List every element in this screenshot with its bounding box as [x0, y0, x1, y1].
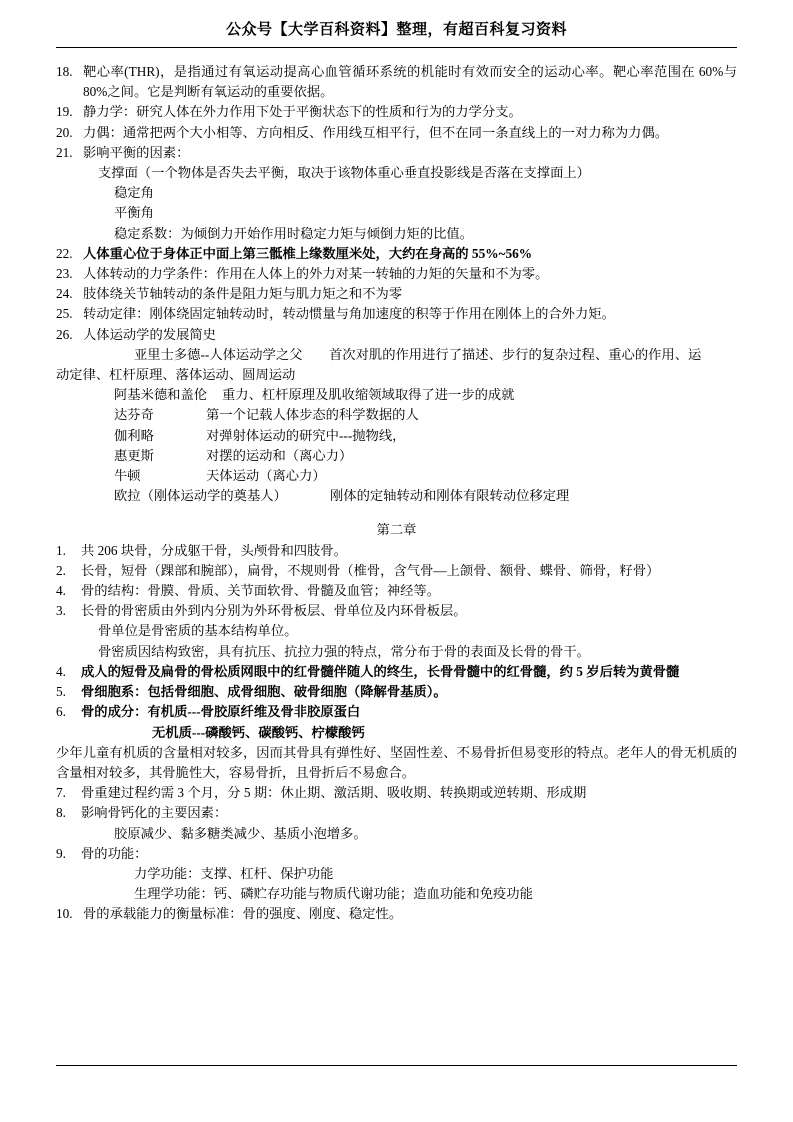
- list-item-number: 5.: [56, 684, 66, 700]
- list-item-text: 静力学：研究人体在外力作用下处于平衡状态下的性质和行为的力学分支。: [83, 104, 522, 120]
- history-contribution: 第一个记载人体步态的科学数据的人: [206, 407, 419, 423]
- history-person: 惠更斯: [114, 447, 154, 463]
- list-item: [56, 123, 737, 143]
- chapter-title: 第二章: [376, 522, 417, 538]
- list-item-text: 肢体绕关节轴转动的条件是阻力矩与肌力矩之和不为零: [83, 286, 403, 302]
- history-contribution: 刚体的定轴转动和刚体有限转动位移定理: [330, 488, 570, 504]
- list-item-number: 2.: [56, 562, 66, 578]
- history-row: [56, 405, 737, 425]
- sub-text: 胶原减少、黏多糖类减少、基质小泡增多。: [114, 825, 367, 841]
- list-item-text: 骨细胞系：包括骨细胞、成骨细胞、破骨细胞（降解骨基质）。: [81, 684, 447, 700]
- list-item-text: 人体重心位于身体正中面上第三骶椎上缘数厘米处，大约在身高的 55%~56%: [83, 245, 533, 261]
- list-item: [56, 561, 737, 581]
- list-item-text: 骨重建过程约需 3 个月，分 5 期：休止期、激活期、吸收期、转换期或逆转期、形成期: [81, 785, 587, 801]
- sub-text: 骨单位是骨密质的基本结构单位。: [98, 623, 298, 639]
- history-row: [56, 426, 737, 446]
- page-header-banner: 公众号【大学百科资料】整理，有超百科复习资料: [225, 22, 567, 38]
- list-item: [56, 143, 737, 163]
- list-item-text: 骨的功能：: [81, 845, 148, 861]
- list-item-number: 20.: [56, 124, 73, 140]
- list-item: [56, 325, 737, 345]
- list-item-text: 力偶：通常把两个大小相等、方向相反、作用线互相平行，但不在同一条直线上的一对力称为力偶。: [83, 124, 669, 140]
- list-item-text: 共 206 块骨，分成躯干骨，头颅骨和四肢骨。: [81, 542, 347, 558]
- list-item-number: 10.: [56, 906, 73, 922]
- history-contribution: 天体运动（离心力）: [206, 468, 326, 484]
- list-item: [56, 844, 737, 864]
- list-item-number: 25.: [56, 306, 73, 322]
- sub-text: 动定律、杠杆原理、落体运动、圆周运动: [56, 367, 296, 383]
- list-item-text: 人体运动学的发展简史: [83, 326, 216, 342]
- list-item: [56, 682, 737, 702]
- sub-text: 支撑面（一个物体是否失去平衡，取决于该物体重心垂直投影线是否落在支撑面上）: [98, 165, 590, 181]
- list-item: [56, 601, 737, 621]
- history-contribution: 对摆的运动和（离心力）: [206, 447, 353, 463]
- list-item: [56, 783, 737, 803]
- list-item: [56, 304, 737, 324]
- list-item: [56, 702, 737, 722]
- list-item: [56, 662, 737, 682]
- sub-text: 平衡角: [114, 205, 154, 221]
- list-item-number: 4.: [56, 663, 66, 679]
- list-item-text: 转动定律：刚体绕固定轴转动时，转动惯量与角加速度的积等于作用在刚体上的合外力矩。: [83, 306, 615, 322]
- list-item-number: 9.: [56, 845, 66, 861]
- history-contribution: 重力、杠杆原理及肌收缩领域取得了进一步的成就: [222, 387, 515, 403]
- list-item: [56, 244, 737, 264]
- list-item-number: 1.: [56, 542, 66, 558]
- list-item-text: 成人的短骨及扁骨的骨松质网眼中的红骨髓伴随人的终生，长骨骨髓中的红骨髓，约 5 岁后转为黄骨髓: [81, 663, 680, 679]
- list-item: [56, 62, 737, 102]
- history-person: 阿基米德和盖伦: [114, 387, 208, 403]
- list-item-number: 22.: [56, 245, 73, 261]
- list-item-text: 骨的成分：有机质---骨胶原纤维及骨非胶原蛋白: [81, 704, 361, 720]
- list-item-number: 26.: [56, 326, 73, 342]
- list-item-text: 长骨的骨密质由外到内分别为外环骨板层、骨单位及内环骨板层。: [81, 603, 467, 619]
- list-item-text: 骨的承载能力的衡量标准：骨的强度、刚度、稳定性。: [83, 906, 403, 922]
- list-item-number: 4.: [56, 583, 66, 599]
- list-item-number: 23.: [56, 266, 73, 282]
- list-item: [56, 541, 737, 561]
- history-contribution: 对弹射体运动的研究中---抛物线，: [206, 427, 406, 443]
- sub-text: 稳定角: [114, 185, 154, 201]
- document-body: [56, 48, 737, 925]
- list-item-text: 人体转动的力学条件：作用在人体上的外力对某一转轴的力矩的矢量和不为零。: [83, 266, 549, 282]
- list-item-text: 骨的结构：骨膜、骨质、关节面软骨、骨髓及血管；神经等。: [81, 583, 441, 599]
- history-person: 欧拉（刚体运动学的奠基人）: [114, 488, 287, 504]
- sub-text: 亚里士多德--人体运动学之父 首次对肌的作用进行了描述、步行的复杂过程、重心的作用、运: [134, 346, 702, 362]
- list-item: [56, 904, 737, 924]
- list-item: [56, 102, 737, 122]
- list-item-number: 24.: [56, 286, 73, 302]
- list-item: [56, 264, 737, 284]
- list-item-number: 7.: [56, 785, 66, 801]
- list-item-number: 8.: [56, 805, 66, 821]
- sub-text: 稳定系数：为倾倒力开始作用时稳定力矩与倾倒力矩的比值。: [114, 225, 474, 241]
- list-item-number: 6.: [56, 704, 66, 720]
- list-item: [56, 581, 737, 601]
- footer-divider: [56, 1065, 737, 1066]
- sub-text: 力学功能：支撑、杠杆、保护功能: [134, 865, 334, 881]
- history-row: [56, 385, 737, 405]
- history-person: 牛顿: [114, 468, 141, 484]
- sub-text: 生理学功能：钙、磷贮存功能与物质代谢功能；造血功能和免疫功能: [134, 886, 533, 902]
- history-person: 伽利略: [114, 427, 154, 443]
- history-row: [56, 446, 737, 466]
- sub-text: 无机质---磷酸钙、碳酸钙、柠檬酸钙: [152, 724, 365, 740]
- paragraph-text: 少年儿童有机质的含量相对较多，因而其骨具有弹性好、坚固性差、不易骨折但易变形的特点。老年人的骨无机质的含量相对较多，其骨脆性大，容易骨折，且骨折后不易愈合。: [56, 744, 737, 780]
- list-item-number: 21.: [56, 144, 73, 160]
- list-item-text: 影响骨钙化的主要因素：: [81, 805, 228, 821]
- list-item-text: 影响平衡的因素：: [83, 144, 190, 160]
- list-item-number: 3.: [56, 603, 66, 619]
- list-item-text: 靶心率(THR)，是指通过有氧运动提高心血管循环系统的机能时有效而安全的运动心率。靶心率范围在 60%与 80%之间。它是判断有氧运动的重要依据。: [83, 64, 737, 100]
- list-item: [56, 803, 737, 823]
- sub-text: 骨密质因结构致密，具有抗压、抗拉力强的特点，常分布于骨的表面及长骨的骨干。: [98, 643, 590, 659]
- history-row: [56, 486, 737, 506]
- history-person: 达芬奇: [114, 407, 154, 423]
- list-item-number: 19.: [56, 104, 73, 120]
- history-row: [56, 466, 737, 486]
- list-item: [56, 284, 737, 304]
- list-item-number: 18.: [56, 64, 73, 79]
- list-item-text: 长骨，短骨（踝部和腕部），扁骨，不规则骨（椎骨，含气骨—上颌骨、额骨、蝶骨、筛骨，籽骨）: [81, 562, 660, 578]
